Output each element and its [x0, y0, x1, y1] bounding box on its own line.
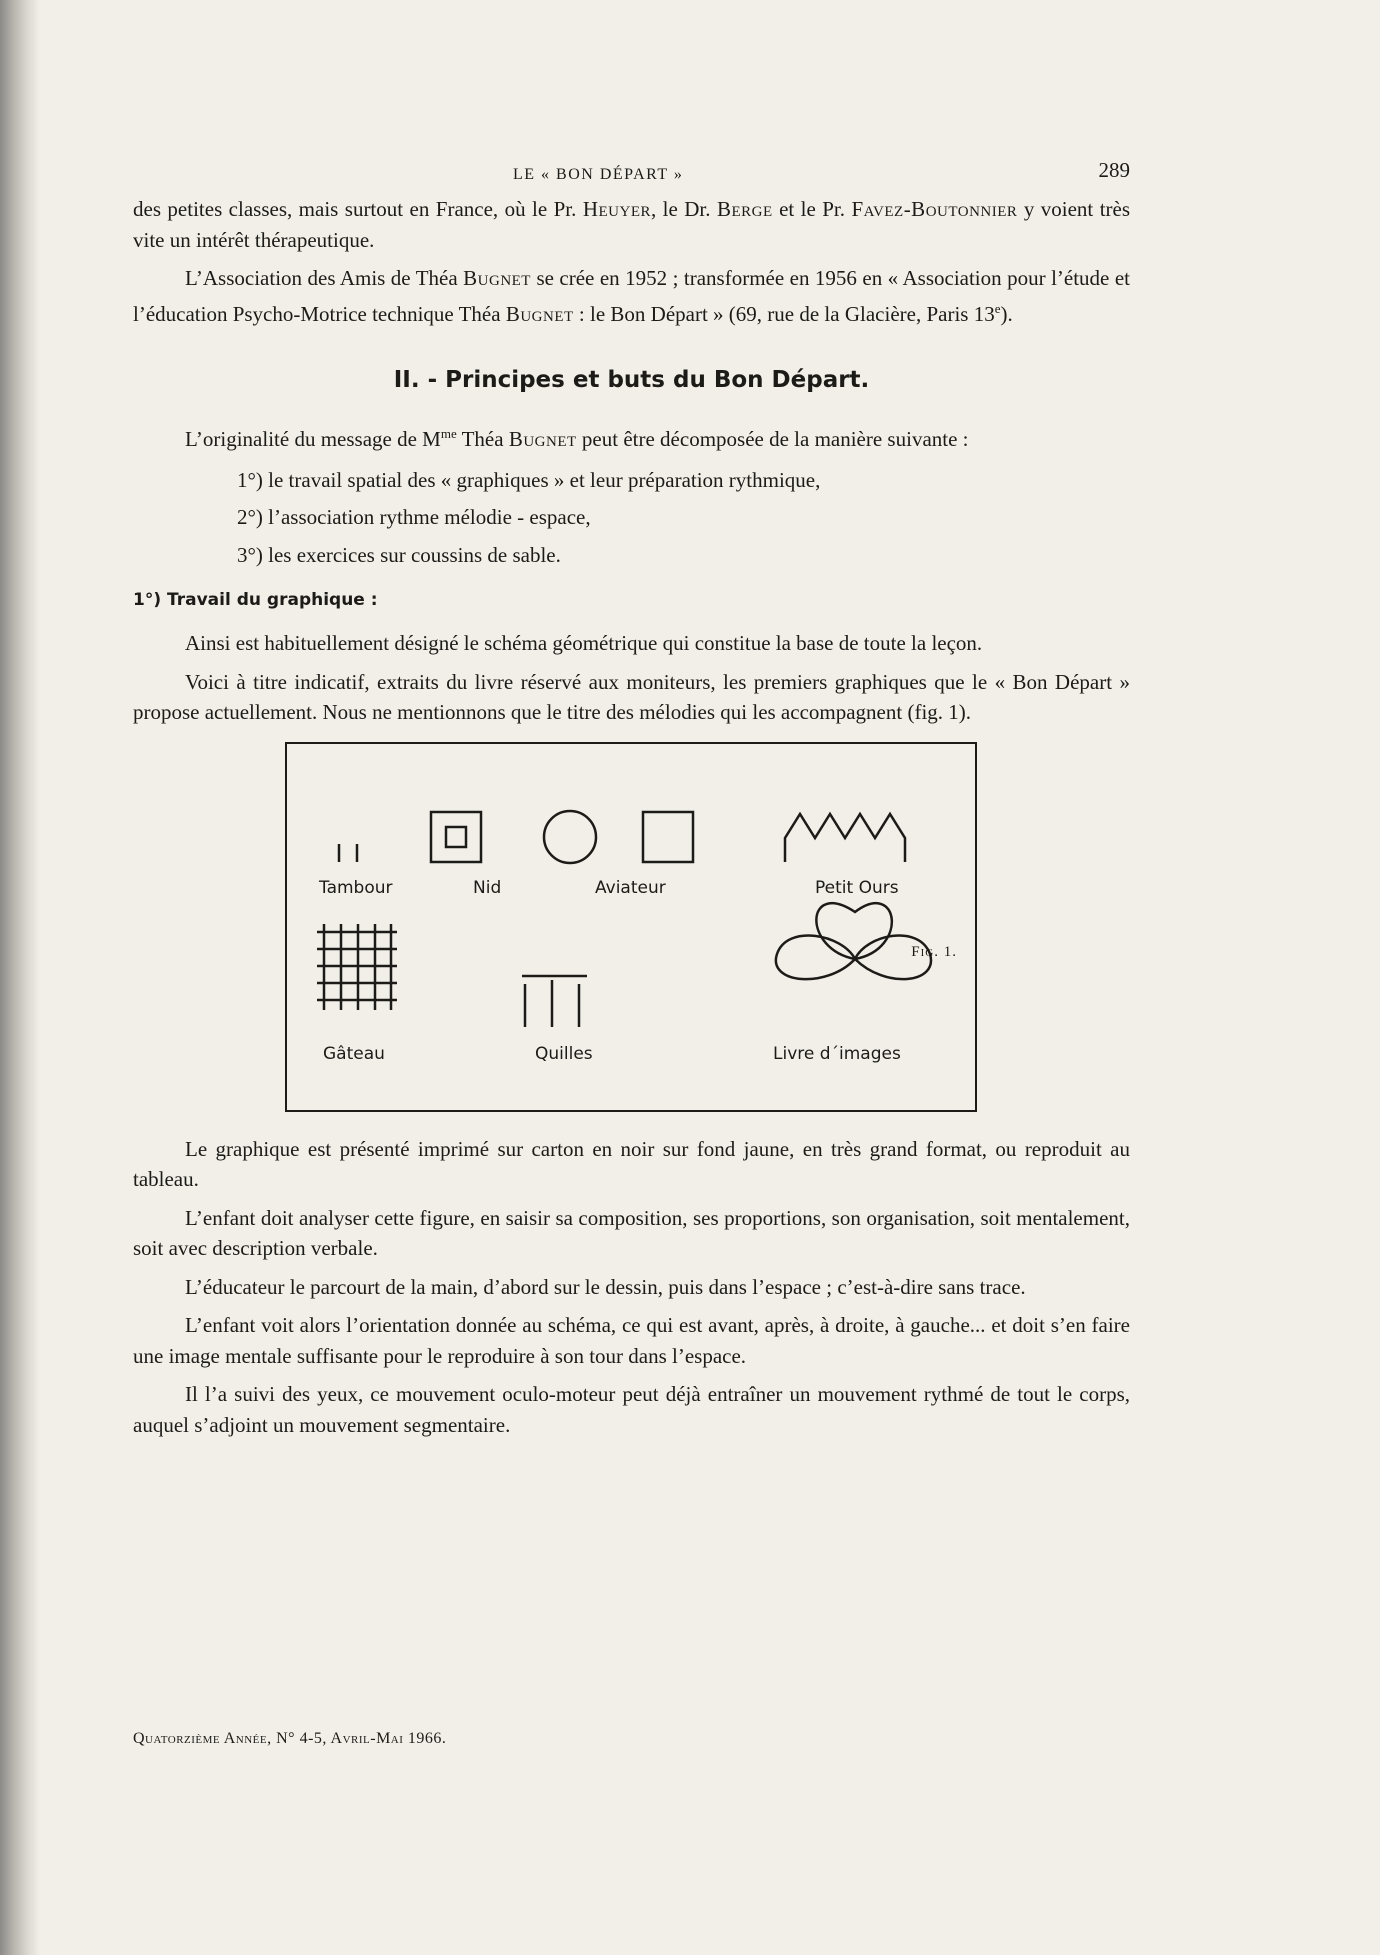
author-name: Heuyer	[582, 197, 651, 221]
paragraph-10: Il l’a suivi des yeux, ce mouvement oculo-moteur peut déjà entraîner un mouvement rythmé de tout le corps, auquel s’adjoint un mouvement segmentaire.	[133, 1382, 1130, 1437]
text-run: des petites classes, mais surtout en France, où le Pr.	[133, 197, 583, 221]
paragraph-6: Le graphique est présenté imprimé sur carton en noir sur fond jaune, en très grand format, ou reproduit au tableau.	[133, 1136, 1130, 1191]
label-gateau: Gâteau	[323, 1043, 385, 1064]
text-run: L’Association des Amis de Théa	[185, 266, 464, 290]
label-tambour: Tambour	[319, 877, 393, 898]
label-quilles: Quilles	[535, 1043, 593, 1064]
principles-list	[133, 465, 1130, 571]
author-name: Bugnet	[463, 266, 531, 290]
paragraph-8: L’éducateur le parcourt de la main, d’abord sur le dessin, puis dans l’espace ; c’est-à-dire sans trace.	[185, 1274, 1026, 1299]
text-run: Théa	[456, 427, 509, 451]
tambour-graphic	[339, 844, 357, 862]
page-body	[133, 150, 1130, 1440]
section-heading: II. - Principes et buts du Bon Départ.	[393, 367, 870, 393]
label-petit-ours: Petit Ours	[815, 877, 899, 898]
text-run: peut être décomposée de la manière suivante :	[576, 427, 969, 451]
author-name: Berge	[716, 197, 773, 221]
running-head	[133, 150, 1130, 190]
petit-ours-graphic	[785, 814, 905, 862]
text-run: : le Bon Départ » (69, rue de la Glacière, Paris 13	[573, 301, 995, 326]
livre-images-graphic	[776, 903, 931, 979]
text-run: L’originalité du message de M	[185, 427, 441, 451]
paragraph-9: L’enfant voit alors l’orientation donnée au schéma, ce qui est avant, après, à droite, à gauche... et doit s’en faire une image mentale suffisante pour le reproduire à son tour dans l’espace.	[133, 1313, 1130, 1368]
book-gutter-shadow	[0, 0, 40, 1955]
text-run: et le Pr.	[772, 197, 852, 221]
page-number: 289	[1098, 158, 1130, 182]
paragraph-4: Ainsi est habituellement désigné le schéma géométrique qui constitue la base de toute la leçon.	[185, 631, 983, 655]
superscript: e	[994, 300, 1001, 316]
quilles-graphic	[522, 976, 587, 1027]
superscript: me	[440, 426, 457, 441]
gateau-graphic	[317, 924, 397, 1010]
label-aviateur: Aviateur	[595, 877, 666, 898]
figure-1	[285, 742, 977, 1112]
author-name: Bugnet	[508, 427, 577, 451]
list-item: 2°) l’association rythme mélodie - espace,	[237, 505, 591, 529]
paragraph-5: Voici à titre indicatif, extraits du livre réservé aux moniteurs, les premiers graphiques que le « Bon Départ » propose actuellement. Nous ne mentionnons que le titre des mélodies qui les accompagnent (fig. 1).	[133, 669, 1130, 724]
label-livre-images: Livre d´images	[773, 1043, 901, 1064]
label-nid: Nid	[473, 877, 502, 898]
aviateur-graphic	[544, 811, 693, 863]
text-run: , le Dr.	[651, 197, 717, 221]
text-run: se crée en 1952 ; transformée en 1956 en « Association pour l’étude et l’éducation Psycho-Motrice technique Théa	[133, 266, 1130, 326]
nid-graphic	[431, 812, 481, 862]
paragraph-2	[133, 263, 1130, 329]
journal-footer: Quatorzième Année, N° 4-5, Avril-Mai 1966.	[133, 1730, 447, 1747]
author-name: Favez-Boutonnier	[851, 197, 1018, 221]
text-run: ).	[1000, 301, 1013, 326]
list-item: 3°) les exercices sur coussins de sable.	[237, 542, 561, 567]
paragraph-1	[133, 194, 1130, 255]
paragraph-3	[133, 419, 1130, 455]
author-name: Bugnet	[505, 301, 574, 326]
running-head-title: LE « BON DÉPART »	[513, 166, 684, 183]
text-run: y voient très vite un intérêt thérapeutique.	[133, 197, 1131, 252]
paragraph-7: L’enfant doit analyser cette figure, en saisir sa composition, ses proportions, son organisation, soit mentalement, soit avec description verbale.	[133, 1205, 1130, 1260]
figure-caption: Fig. 1.	[911, 943, 957, 960]
subheading: 1°) Travail du graphique :	[133, 590, 378, 610]
list-item: 1°) le travail spatial des « graphiques » et leur préparation rythmique,	[237, 467, 821, 492]
